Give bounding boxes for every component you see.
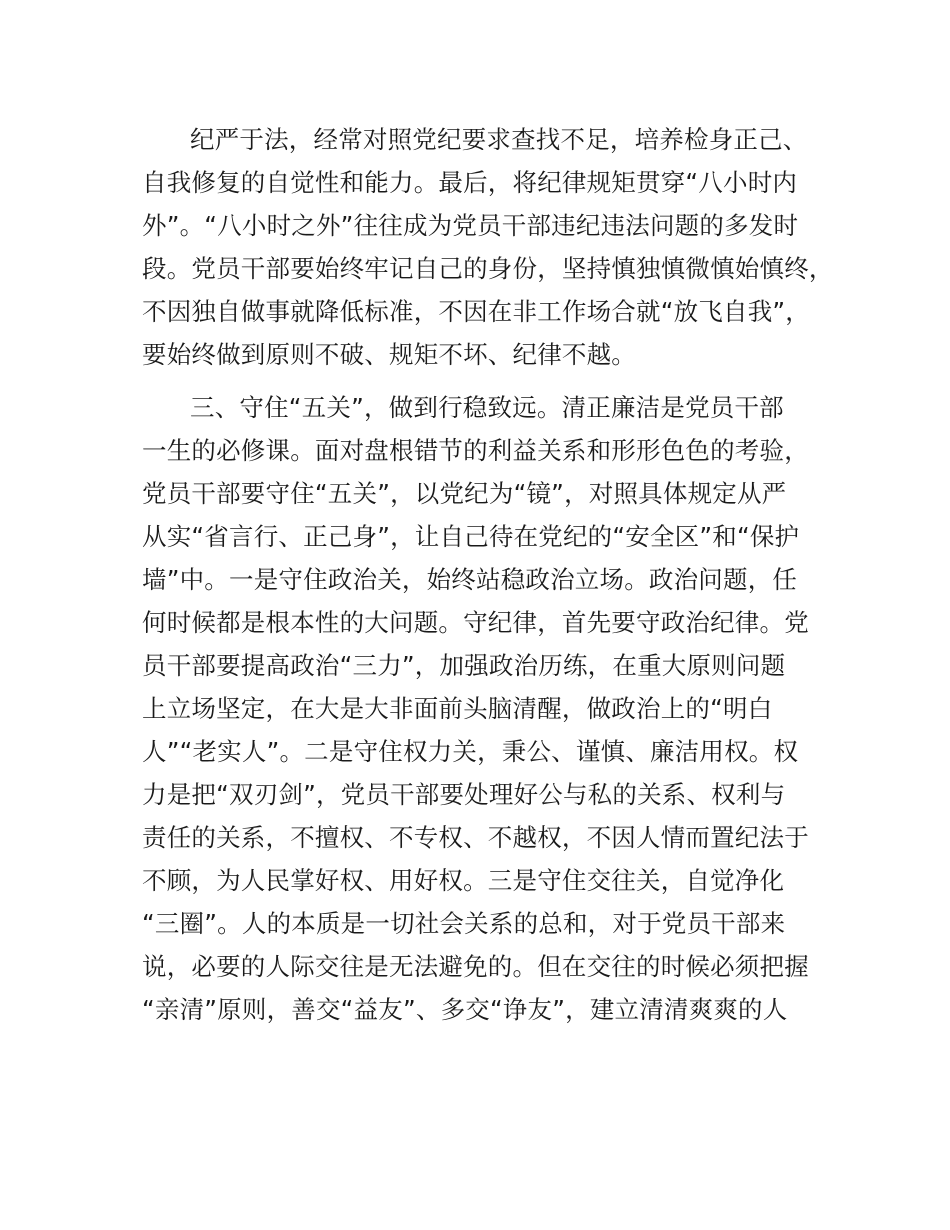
text-line: 力是把“双刃剑”，党员干部要处理好公与私的关系、权利与 xyxy=(142,780,786,809)
text-line: 员干部要提高政治“三力”，加强政治历练，在重大原则问题 xyxy=(142,651,786,680)
text-line: 要始终做到原则不破、规矩不坏、纪律不越。 xyxy=(142,340,636,369)
text-line: 说，必要的人际交往是无法避免的。但在交往的时候必须把握 xyxy=(142,952,809,981)
text-line: 墙”中。一是守住政治关，始终站稳政治立场。政治问题，任 xyxy=(142,565,798,594)
text-line: 三、守住“五关”，做到行稳致远。清正廉洁是党员干部 xyxy=(190,393,784,422)
text-line: 不顾，为人民掌好权、用好权。三是守住交往关，自觉净化 xyxy=(142,866,785,895)
text-line: 从实“省言行、正己身”，让自己待在党纪的“安全区”和“保护 xyxy=(142,522,800,551)
text-line: “亲清”原则，善交“益友”、多交“诤友”，建立清清爽爽的人 xyxy=(142,995,788,1024)
text-line: 纪严于法，经常对照党纪要求查找不足，培养检身正己、 xyxy=(190,125,808,154)
text-line: 段。党员干部要始终牢记自己的身份，坚持慎独慎微慎始慎终， xyxy=(142,254,834,283)
text-line: 自我修复的自觉性和能力。最后，将纪律规矩贯穿“八小时内 xyxy=(142,168,798,197)
text-line: 党员干部要守住“五关”，以党纪为“镜”，对照具体规定从严 xyxy=(142,479,787,508)
text-line: 人”“老实人”。二是守住权力关，秉公、谨慎、廉洁用权。权 xyxy=(142,737,799,766)
text-line: 外”。“八小时之外”往往成为党员干部违纪违法问题的多发时 xyxy=(142,211,799,240)
text-line: “三圈”。人的本质是一切社会关系的总和，对于党员干部来 xyxy=(142,909,786,938)
text-line: 不因独自做事就降低标准，不因在非工作场合就“放飞自我”， xyxy=(142,297,810,326)
text-line: 上立场坚定，在大是大非面前头脑清醒，做政治上的“明白 xyxy=(142,694,773,723)
text-line: 何时候都是根本性的大问题。守纪律，首先要守政治纪律。党 xyxy=(142,608,809,637)
text-line: 一生的必修课。面对盘根错节的利益关系和形形色色的考验， xyxy=(142,436,809,465)
text-line: 责任的关系，不擅权、不专权、不越权，不因人情而置纪法于 xyxy=(142,823,809,852)
